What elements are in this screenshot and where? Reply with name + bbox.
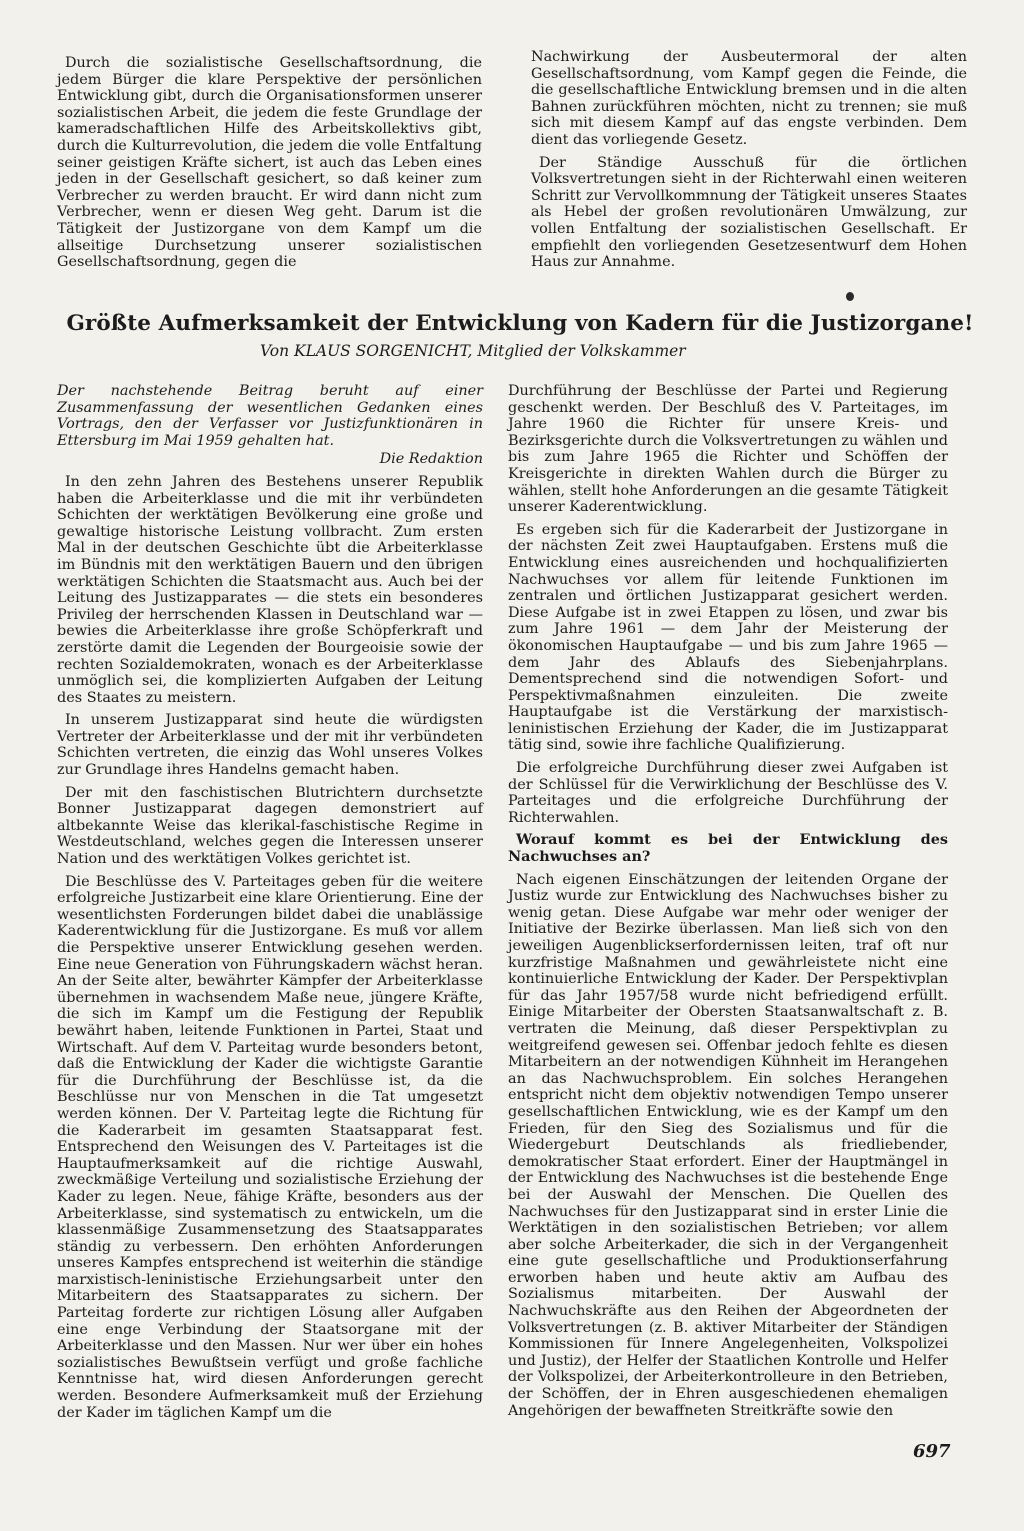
paragraph: Die erfolgreiche Durchführung dieser zwei Aufgaben ist der Schlüssel für die Verwirklichung der Beschlüsse des V. Parteitages und die erfolgreiche Durchführung der Richterwahlen. [508, 760, 948, 826]
editorial-signature: Die Redaktion [379, 451, 483, 468]
paragraph: Der Ständige Ausschuß für die örtlichen Volksvertretungen sieht in der Richterwahl einen weiteren Schritt zur Vervollkommnung der Tätigkeit unseres Staates als Hebel der großen revolutionären Umwälzung, zur vollen Entfaltung der sozialistischen Gesellschaft. Er empfiehlt den vorliegenden Gesetzesentwurf dem Hohen Haus zur Annahme. [531, 154, 967, 271]
ink-dot [846, 292, 854, 301]
article-right-column [508, 383, 948, 1425]
top-right-column [531, 49, 967, 277]
paragraph: Nachwirkung der Ausbeutermoral der alten Gesellschaftsordnung, vom Kampf gegen die Feinde, die die gesellschaftliche Entwicklung bremsen und in die alten Bahnen zurückführen möchten, nicht zu trennen; sie muß sich mit diesem Kampf auf das engste verbinden. Dem dient das vorliegende Gesetz. [531, 49, 967, 148]
article-byline: Von KLAUS SORGENICHT, Mitglied der Volkskammer [260, 342, 686, 360]
editorial-intro: Der nachstehende Beitrag beruht auf einer Zusammenfassung der wesentlichen Gedanken eines Vortrags, den der Verfasser vor Justizfunktionären in Ettersburg im Mai 1959 gehalten hat. [57, 383, 483, 449]
paragraph: Der mit den faschistischen Blutrichtern durchsetzte Bonner Justizapparat dagegen demonstriert auf altbekannte Weise das klerikal-faschistische Regime in Westdeutschland, welches gegen die Interessen unserer Nation und des werktätigen Volkes gerichtet ist. [57, 784, 483, 868]
article-headline: Größte Aufmerksamkeit der Entwicklung von Kadern für die Justizorgane! [66, 311, 974, 336]
article-left-column [57, 383, 483, 1427]
paragraph: Nach eigenen Einschätzungen der leitenden Organe der Justiz wurde zur Entwicklung des Nachwuchses bisher zu wenig getan. Diese Aufgabe war mehr oder weniger der Initiative der Bezirke überlassen. Man ließ sich von den jeweiligen Augenblickserfordernissen leiten, traf oft nur kurzfristige Maßnahmen und gewährleistete nicht eine kontinuierliche Entwicklung der Kader. Der Perspektivplan für das Jahr 1957/58 wurde nicht befriedigend erfüllt. Einige Mitarbeiter der Obersten Staatsanwaltschaft z. B. vertraten die Meinung, daß dieser Perspektivplan zu weitgreifend gewesen sei. Offenbar jedoch fehlte es diesen Mitarbeitern an der notwendigen Kühnheit im Herangehen an das Nachwuchsproblem. Ein solches Herangehen entspricht nicht dem objektiv notwendigen Tempo unserer gesellschaftlichen Entwicklung, wie es der Kampf um den Frieden, für den Sieg des Sozialismus und für die Wiedergeburt Deutschlands als friedliebender, demokratischer Staat erfordert. Einer der Hauptmängel in der Entwicklung des Nachwuchses ist die bestehende Enge bei der Auswahl der Menschen. Die Quellen des Nachwuchses für den Justizapparat sind in erster Linie die Werktätigen in den sozialistischen Betrieben; vor allem aber solche Arbeiterkader, die sich in der Vergangenheit eine gute gesellschaftliche und Produktionserfahrung erworben haben und heute aktiv am Aufbau des Sozialismus mitarbeiten. Der Auswahl der Nachwuchskräfte aus den Reihen der Abgeordneten der Volksvertretungen (z. B. aktiver Mitarbeiter der Ständigen Kommissionen für Innere Angelegenheiten, Volkspolizei und Justiz), der Helfer der Staatlichen Kontrolle und Helfer der Volkspolizei, der Arbeiterkontrolleure in den Betrieben, der Schöffen, der in Ehren ausgeschiedenen ehemaligen Angehörigen der bewaffneten Streitkräfte sowie den [508, 871, 948, 1419]
paragraph: In den zehn Jahren des Bestehens unserer Republik haben die Arbeiterklasse und die mit ihr verbündeten Schichten der werktätigen Bevölkerung eine große und gewaltige historische Leistung vollbracht. Zum ersten Mal in der deutschen Geschichte übt die Arbeiterklasse im Bündnis mit den werktätigen Bauern und den übrigen werktätigen Schichten die Staatsmacht aus. Auch bei der Leitung des Justizapparates — die stets ein besonderes Privileg der herrschenden Klassen in Deutschland war — bewies die Arbeiterklasse ihre große Schöpferkraft und zerstörte damit die Legenden der Bourgeoisie sowie der rechten Sozialdemokraten, wonach es der Arbeiterklasse unmöglich sei, die komplizierten Aufgaben der Leitung des Staates zu meistern. [57, 473, 483, 706]
top-left-column [57, 55, 482, 277]
paragraph: Durchführung der Beschlüsse der Partei und Regierung geschenkt werden. Der Beschluß des V. Parteitages, im Jahre 1960 die Richter für unsere Kreis- und Bezirksgerichte durch die Volksvertretungen zu wählen und bis zum Jahre 1965 die Richter und Schöffen der Kreisgerichte in direkten Wahlen durch die Bürger zu wählen, stellt hohe Anforderungen an die gesamte Tätigkeit unserer Kaderentwicklung. [508, 383, 948, 516]
paragraph: Durch die sozialistische Gesellschaftsordnung, die jedem Bürger die klare Perspektive der persönlichen Entwicklung gibt, durch die Organisationsformen unserer sozialistischen Arbeit, die jedem die feste Grundlage der kameradschaftlichen Hilfe des Arbeitskollektivs gibt, durch die Kulturrevolution, die jedem die volle Entfaltung seiner geistigen Kräfte sichert, ist auch das Leben eines jeden in der Gesellschaft gesichert, so daß keiner zum Verbrecher zu werden braucht. Er wird dann nicht zum Verbrecher, wenn er diesen Weg geht. Darum ist die Tätigkeit der Justizorgane von dem Kampf um die allseitige Durchsetzung unserer sozialistischen Gesellschaftsordnung, gegen die [57, 55, 482, 271]
paragraph: Die Beschlüsse des V. Parteitages geben für die weitere erfolgreiche Justizarbeit eine klare Orientierung. Eine der wesentlichsten Forderungen bildet dabei die unablässige Kaderentwicklung für die Justizorgane. Es muß vor allem die Perspektive unserer Entwicklung gesehen werden. Eine neue Generation von Führungskadern wächst heran. An der Seite alter, bewährter Kämpfer der Arbeiterklasse übernehmen in wachsendem Maße neue, jüngere Kräfte, die sich im Kampf um die Festigung der Republik bewährt haben, leitende Funktionen in Partei, Staat und Wirtschaft. Auf dem V. Parteitag wurde besonders betont, daß die Entwicklung der Kader die wichtigste Garantie für die Durchführung der Beschlüsse ist, da die Beschlüsse nur von Menschen in die Tat umgesetzt werden können. Der V. Parteitag legte die Richtung für die Kaderarbeit im gesamten Staatsapparat fest. Entsprechend den Weisungen des V. Parteitages ist die Hauptaufmerksamkeit auf die richtige Auswahl, zweckmäßige Verteilung und sozialistische Erziehung der Kader zu legen. Neue, fähige Kräfte, besonders aus der Arbeiterklasse, sind systematisch zu entwickeln, um die klassenmäßige Zusammensetzung des Staatsapparates ständig zu verbessern. Den erhöhten Anforderungen unseres Kampfes entsprechend ist weiterhin die ständige marxistisch-leninistische Erziehungsarbeit unter den Mitarbeitern des Staatsapparates zu sichern. Der Parteitag forderte zur richtigen Lösung aller Aufgaben eine enge Verbindung der Staatsorgane mit der Arbeiterklasse und den Massen. Nur wer über ein hohes sozialistisches Bewußtsein verfügt und große fachliche Kenntnisse hat, wird diesen Anforderungen gerecht werden. Besondere Aufmerksamkeit muß der Erziehung der Kader im täglichen Kampf um die [57, 873, 483, 1421]
page-number: 697 [913, 1441, 951, 1462]
paragraph: In unserem Justizapparat sind heute die würdigsten Vertreter der Arbeiterklasse und der mit ihr verbündeten Schichten vertreten, die einzig das Wohl unseres Volkes zur Grundlage ihres Handelns gemacht haben. [57, 712, 483, 779]
section-question: Worauf kommt es bei der Entwicklung des Nachwuchses an? [508, 831, 948, 866]
paragraph: Es ergeben sich für die Kaderarbeit der Justizorgane in der nächsten Zeit zwei Hauptaufgaben. Erstens muß die Entwicklung eines ausreichenden und hochqualifizierten Nachwuchses vor allem für leitende Funktionen im zentralen und örtlichen Justizapparat gesichert werden. Diese Aufgabe ist in zwei Etappen zu lösen, und zwar bis zum Jahre 1961 — dem Jahr der Meisterung der ökonomischen Hauptaufgabe — und bis zum Jahre 1965 — dem Jahr des Ablaufs des Siebenjahrplans. Dementsprechend sind die notwendigen Sofort- und Perspektivmaßnahmen einzuleiten. Die zweite Hauptaufgabe ist die Verstärkung der marxistisch-leninistischen Erziehung der Kader, die im Justizapparat tätig sind, sowie ihre fachliche Qualifizierung. [508, 521, 948, 754]
